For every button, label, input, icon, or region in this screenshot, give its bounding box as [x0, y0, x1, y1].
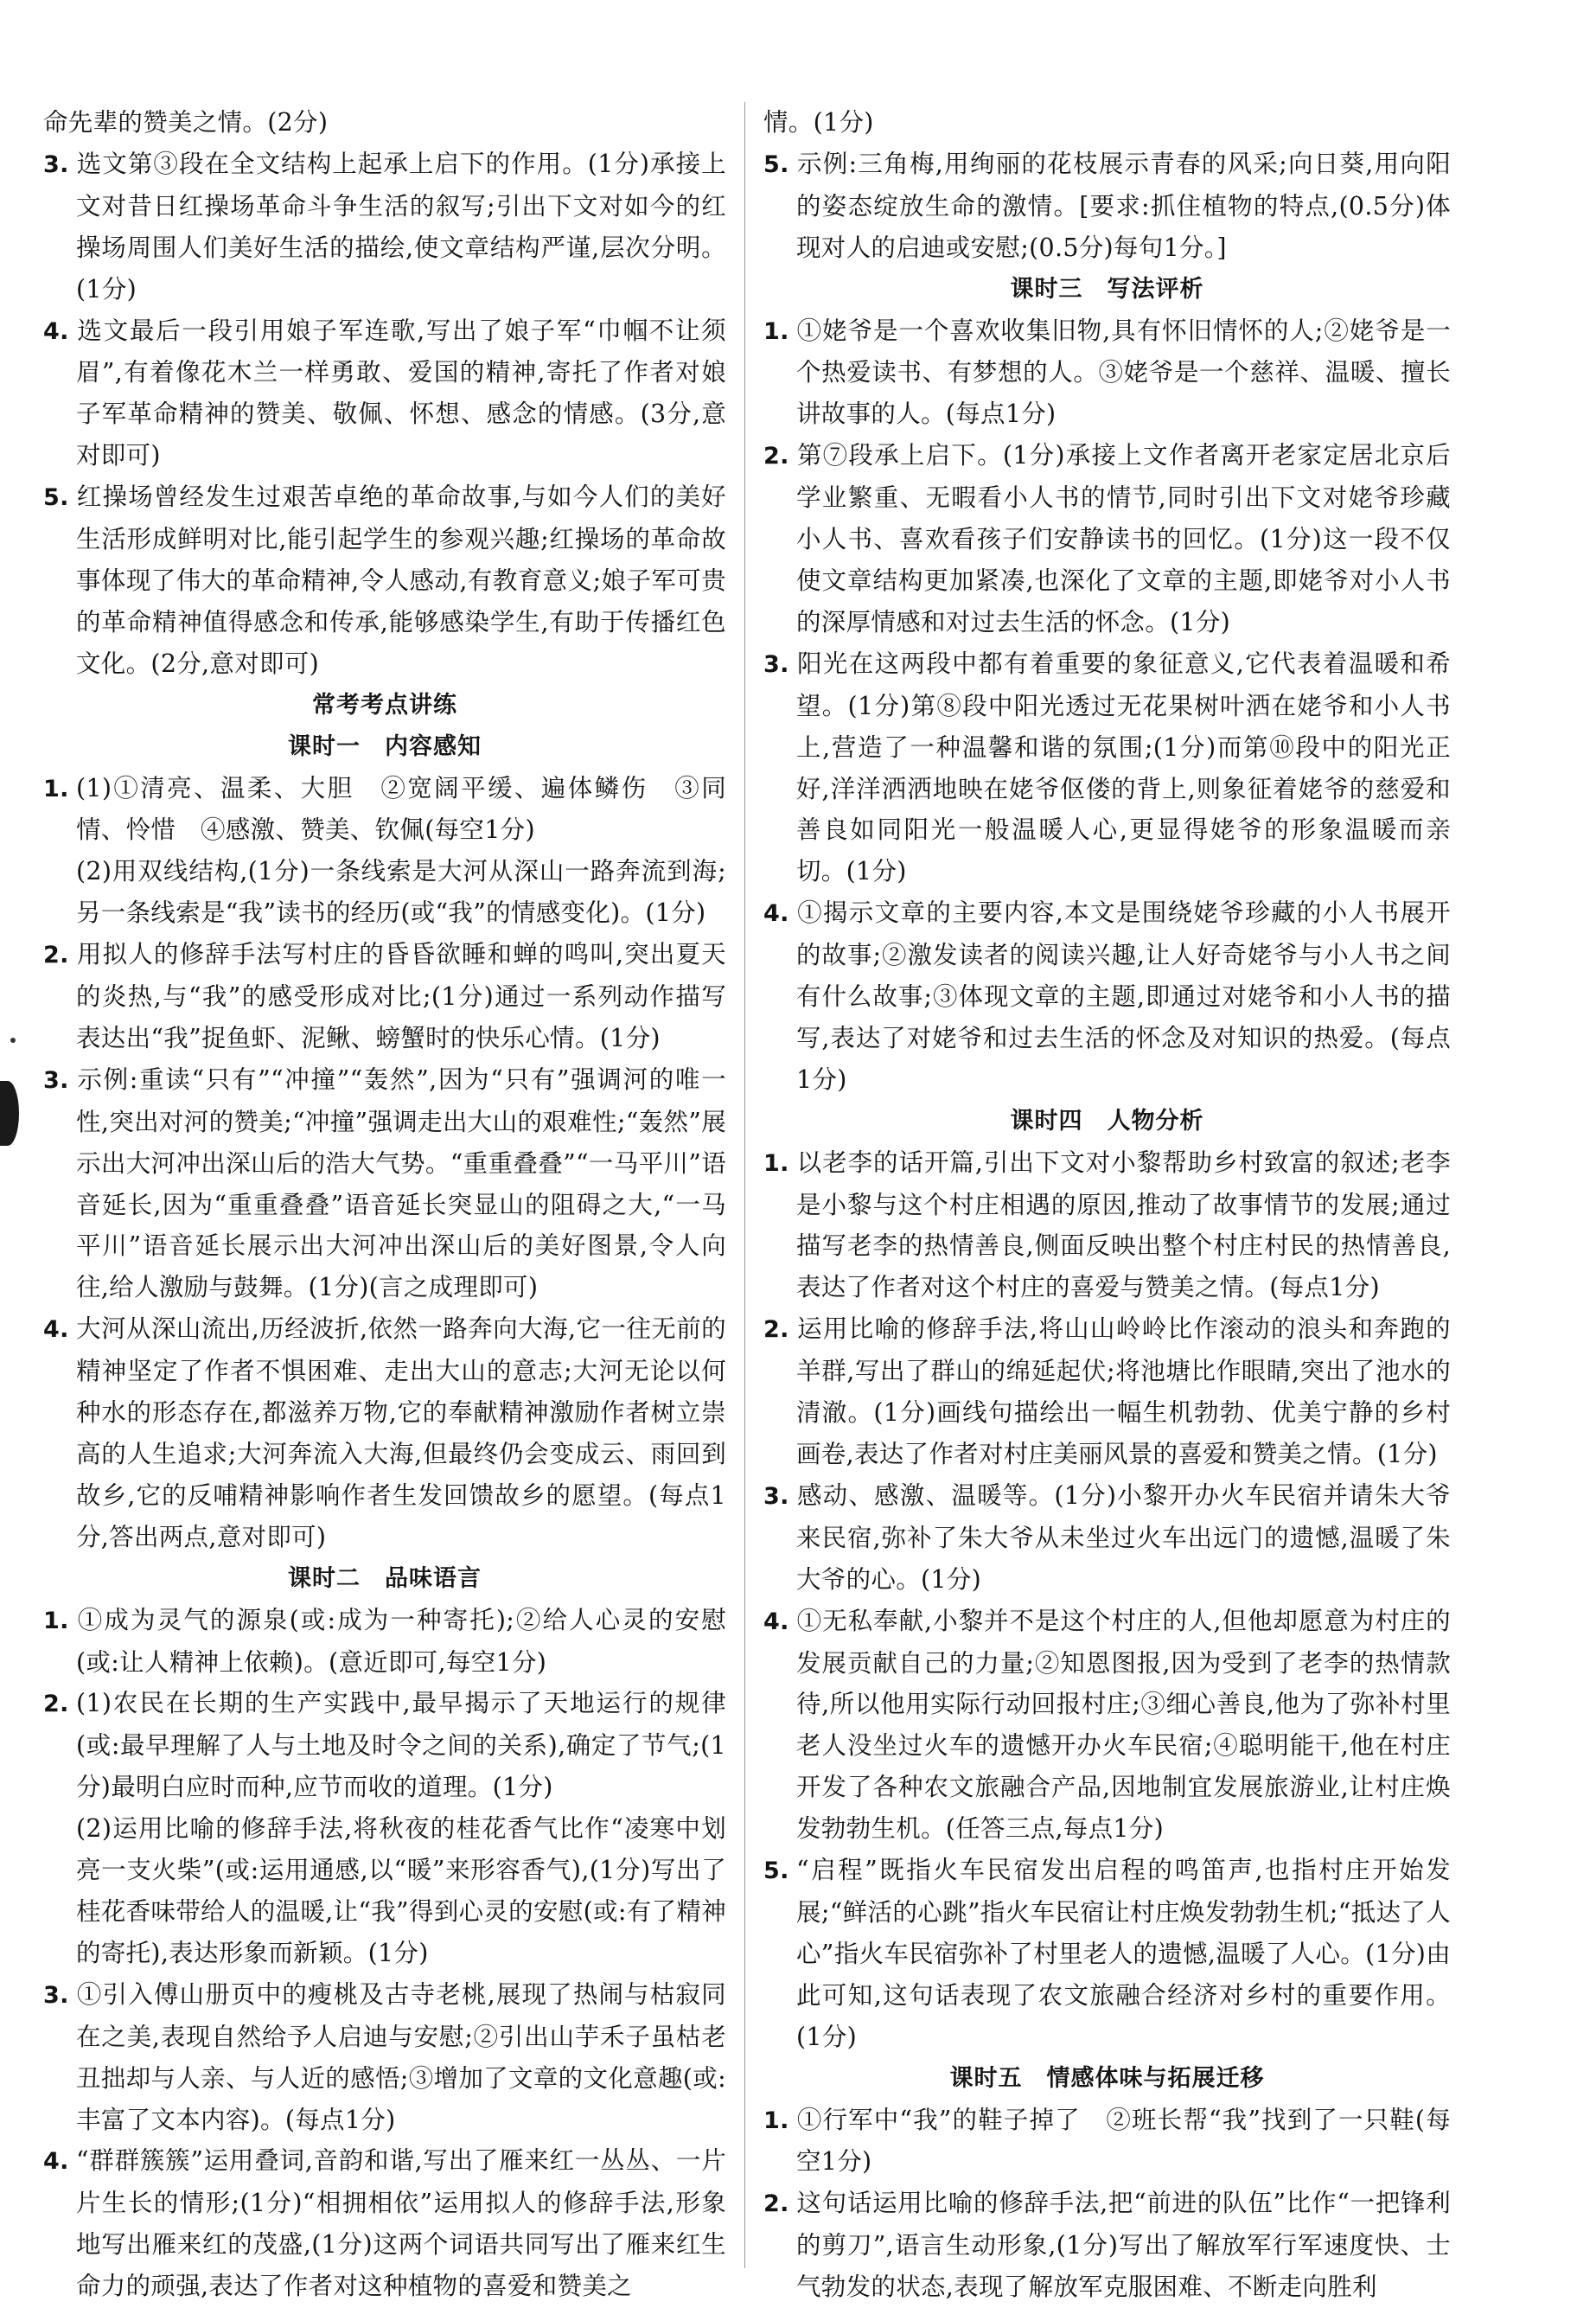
answer-text: ①行军中“我”的鞋子掉了 ②班长帮“我”找到了一只鞋(每空1分)	[796, 2105, 1451, 2177]
answer-number: 1.	[763, 1149, 789, 1177]
section-heading: 常考考点讲练	[312, 691, 457, 719]
answer-item	[763, 2100, 1451, 2183]
answer-number: 5.	[763, 150, 789, 178]
answer-text: 运用比喻的修辞手法,将山山岭岭比作滚动的浪头和奔跑的羊群,写出了群山的绵延起伏;将池塘比作眼睛,突出了池水的清澈。(1分)画线句描绘出一幅生机勃勃、优美宁静的乡村画卷,表达了作者对村庄美丽风景的喜爱和赞美之情。(1分)	[796, 1314, 1451, 1468]
answer-item	[43, 1600, 726, 1684]
answer-text: 以老李的话开篇,引出下文对小黎帮助乡村致富的叙述;老李是小黎与这个村庄相遇的原因,推动了故事情节的发展;通过描写老李的热情善良,侧面反映出整个村庄村民的热情善良,表达了作者对这个村庄的喜爱与赞美之情。(每点1分)	[796, 1148, 1451, 1302]
answer-item	[763, 1475, 1451, 1601]
answer-continuation: 情。(1分)	[763, 108, 874, 137]
answer-item	[763, 435, 1451, 643]
answer-item	[763, 2183, 1451, 2308]
section-heading: 课时二 品味语言	[288, 1564, 482, 1592]
answer-item	[43, 2140, 726, 2307]
answer-subpart: (2)用双线结构,(1分)一条线索是大河从深山一路奔流到海;另一条线索是“我”读书的经历(或“我”的情感变化)。(1分)	[76, 857, 726, 928]
answer-item	[763, 1601, 1451, 1850]
answer-text: 用拟人的修辞手法写村庄的昏昏欲睡和蝉的鸣叫,突出夏天的炎热,与“我”的感受形成对比;(1分)通过一系列动作描写表达出“我”捉鱼虾、泥鳅、螃蟹时的快乐心情。(1分)	[76, 940, 726, 1052]
answer-text: “群群簇簇”运用叠词,音韵和谐,写出了雁来红一丛丛、一片片生长的情形;(1分)“相拥相依”运用拟人的修辞手法,形象地写出雁来红的茂盛,(1分)这两个词语共同写出了雁来红生命力的顽强,表达了作者对这种植物的喜爱和赞美之	[76, 2146, 726, 2301]
answer-text: 这句话运用比喻的修辞手法,把“前进的队伍”比作“一把锋利的剪刀”,语言生动形象,(1分)写出了解放军行军速度快、士气勃发的状态,表现了解放军克服困难、不断走向胜利	[796, 2189, 1451, 2302]
answer-text: 示例:重读“只有”“冲撞”“轰然”,因为“只有”强调河的唯一性,突出对河的赞美;“冲撞”强调走出大山的艰难性;“轰然”展示出大河冲出深山后的浩大气势。“重重叠叠”“一马平川”语音延长,因为“重重叠叠”语音延长突显山的阻碍之大,“一马平川”语音延长展示出大河冲出深山后的美好图景,令人向往,给人激励与鼓舞。(1分)(言之成理即可)	[76, 1064, 726, 1302]
answer-number: 4.	[43, 2148, 69, 2176]
answer-item	[763, 144, 1451, 269]
answer-number: 5.	[763, 1857, 789, 1885]
answer-text: 第⑦段承上启下。(1分)承接上文作者离开老家定居北京后学业繁重、无暇看小人书的情节,同时引出下文对姥爷珍藏小人书、喜欢看孩子们安静读书的回忆。(1分)这一段不仅使文章结构更加紧凑,也深化了文章的主题,即姥爷对小人书的深厚情感和对过去生活的怀念。(1分)	[796, 441, 1451, 636]
answer-number: 1.	[763, 2107, 789, 2134]
answer-number: 4.	[43, 317, 69, 345]
answer-item	[43, 1308, 726, 1557]
answer-number: 1.	[43, 1607, 69, 1634]
answer-subpart: (2)运用比喻的修辞手法,将秋夜的桂花香气比作“凌寒中划亮一支火柴”(或:运用通感,以“暖”来形容香气),(1分)写出了桂花香味带给人的温暖,让“我”得到心灵的安慰(或:有了精神的寄托),表达形象而新颖。(1分)	[76, 1814, 726, 1967]
answer-number: 3.	[43, 1981, 69, 2009]
answer-text: ①揭示文章的主要内容,本文是围绕姥爷珍藏的小人书展开的故事;②激发读者的阅读兴趣,让人好奇姥爷与小人书之间有什么故事;③体现文章的主题,即通过对姥爷和小人书的描写,表达了对姥爷和过去生活的怀念及对知识的热爱。(每点1分)	[796, 898, 1451, 1094]
answer-item	[43, 1059, 726, 1308]
answer-text: 大河从深山流出,历经波折,依然一路奔向大海,它一往无前的精神坚定了作者不惧困难、走出大山的意志;大河无论以何种水的形态存在,都滋养万物,它的奉献精神激励作者树立崇高的人生追求;大河奔流入大海,但最终仍会变成云、雨回到故乡,它的反哺精神影响作者生发回馈故乡的愿望。(每点1分,答出两点,意对即可)	[76, 1314, 726, 1551]
answer-number: 2.	[43, 1691, 69, 1718]
section-heading: 课时五 情感体味与拓展迁移	[949, 2064, 1265, 2092]
answer-item	[43, 144, 726, 310]
left-column	[43, 102, 726, 2307]
answer-text: “启程”既指火车民宿发出启程的鸣笛声,也指村庄开始发展;“鲜活的心跳”指火车民宿让村庄焕发勃勃生机;“抵达了人心”指火车民宿弥补了村里老人的遗憾,温暖了人心。(1分)由此可知,这句话表现了农文旅融合经济对乡村的重要作用。(1分)	[796, 1856, 1451, 2051]
answer-number: 5.	[43, 484, 69, 512]
answer-number: 3.	[43, 1066, 69, 1094]
answer-text: ①姥爷是一个喜欢收集旧物,具有怀旧情怀的人;②姥爷是一个热爱读书、有梦想的人。③姥爷是一个慈祥、温暖、擅长讲故事的人。(每点1分)	[796, 316, 1451, 429]
answer-number: 3.	[763, 1482, 789, 1510]
answer-item	[43, 1683, 726, 1808]
answer-text: ①成为灵气的源泉(或:成为一种寄托);②给人心灵的安慰(或:让人精神上依赖)。(意近即可,每空1分)	[76, 1605, 726, 1677]
answer-text: 感动、感激、温暖等。(1分)小黎开办火车民宿并请朱大爷来民宿,弥补了朱大爷从未坐过火车出远门的遗憾,温暖了朱大爷的心。(1分)	[796, 1480, 1451, 1594]
answer-number: 2.	[43, 942, 69, 969]
answer-item	[43, 768, 726, 852]
column-divider	[744, 102, 745, 2268]
answer-item	[43, 310, 726, 477]
binding-mark	[0, 1081, 19, 1146]
answer-number: 2.	[763, 2190, 789, 2218]
answer-item	[763, 643, 1451, 892]
answer-text: (1)农民在长期的生产实践中,最早揭示了天地运行的规律(或:最早理解了人与土地及时令之间的关系),确定了节气;(1分)最明白应时而种,应节而收的道理。(1分)	[76, 1689, 726, 1802]
answer-text: ①无私奉献,小黎并不是这个村庄的人,但他却愿意为村庄的发展贡献自己的力量;②知恩图报,因为受到了老李的热情款待,所以他用实际行动回报村庄;③细心善良,他为了弥补村里老人没坐过火车的遗憾开办火车民宿;④聪明能干,他在村庄开发了各种农文旅融合产品,因地制宜发展旅游业,让村庄焕发勃勃生机。(任答三点,每点1分)	[796, 1606, 1451, 1844]
answer-text: 阳光在这两段中都有着重要的象征意义,它代表着温暖和希望。(1分)第⑧段中阳光透过无花果树叶洒在姥爷和小人书上,营造了一种温馨和谐的氛围;(1分)而第⑩段中的阳光正好,洋洋洒洒地映在姥爷伛偻的背上,则象征着姥爷的慈爱和善良如同阳光一般温暖人心,更显得姥爷的形象温暖而亲切。(1分)	[796, 649, 1451, 886]
answer-number: 2.	[763, 443, 789, 470]
answer-number: 4.	[763, 1608, 789, 1635]
scan-dot	[10, 1038, 16, 1043]
answer-item	[43, 934, 726, 1059]
right-column	[763, 102, 1451, 2308]
answer-item	[43, 476, 726, 685]
answer-text: 示例:三角梅,用绚丽的花枝展示青春的风采;向日葵,用向阳的姿态绽放生命的激情。[要求:抓住植物的特点,(0.5分)体现对人的启迪或安慰;(0.5分)每句1分。]	[796, 149, 1451, 262]
answer-item	[763, 310, 1451, 436]
section-heading: 课时三 写法评析	[1010, 275, 1204, 303]
answer-text: 选文第③段在全文结构上起承上启下的作用。(1分)承接上文对昔日红操场革命斗争生活的叙写;引出下文对如今的红操场周围人们美好生活的描绘,使文章结构严谨,层次分明。(1分)	[76, 149, 726, 304]
answer-text: 红操场曾经发生过艰苦卓绝的革命故事,与如今人们的美好生活形成鲜明对比,能引起学生的参观兴趣;红操场的革命故事体现了伟大的革命精神,令人感动,有教育意义;娘子军可贵的革命精神值得感念和传承,能够感染学生,有助于传播红色文化。(2分,意对即可)	[76, 483, 726, 678]
answer-item	[763, 1142, 1451, 1309]
answer-number: 3.	[763, 650, 789, 678]
answer-number: 1.	[763, 317, 789, 345]
answer-item	[763, 1850, 1451, 2058]
answer-number: 4.	[763, 900, 789, 928]
answer-item	[763, 1308, 1451, 1475]
answer-continuation: 命先辈的赞美之情。(2分)	[43, 108, 329, 137]
answer-number: 2.	[763, 1316, 789, 1344]
answer-number: 1.	[43, 775, 69, 802]
answer-text: (1)①清亮、温柔、大胆 ②宽阔平缓、遍体鳞伤 ③同情、怜惜 ④感激、赞美、钦佩(每空1分)	[76, 773, 726, 845]
answer-text: 选文最后一段引用娘子军连歌,写出了娘子军“巾帼不让须眉”,有着像花木兰一样勇敢、爱国的精神,寄托了作者对娘子军革命精神的赞美、敬佩、怀想、感念的情感。(3分,意对即可)	[76, 316, 726, 470]
answer-number: 4.	[43, 1316, 69, 1344]
answer-number: 3.	[43, 150, 69, 178]
answer-item	[43, 1974, 726, 2141]
section-heading: 课时一 内容感知	[288, 732, 482, 760]
answer-text: ①引入傅山册页中的瘦桃及古寺老桃,展现了热闹与枯寂同在之美,表现自然给予人启迪与安慰;②引出山芋禾子虽枯老丑拙却与人亲、与人近的感悟;③增加了文章的文化意趣(或:丰富了文本内容)。(每点1分)	[76, 1979, 726, 2134]
section-heading: 课时四 人物分析	[1010, 1107, 1204, 1135]
answer-item	[763, 892, 1451, 1101]
